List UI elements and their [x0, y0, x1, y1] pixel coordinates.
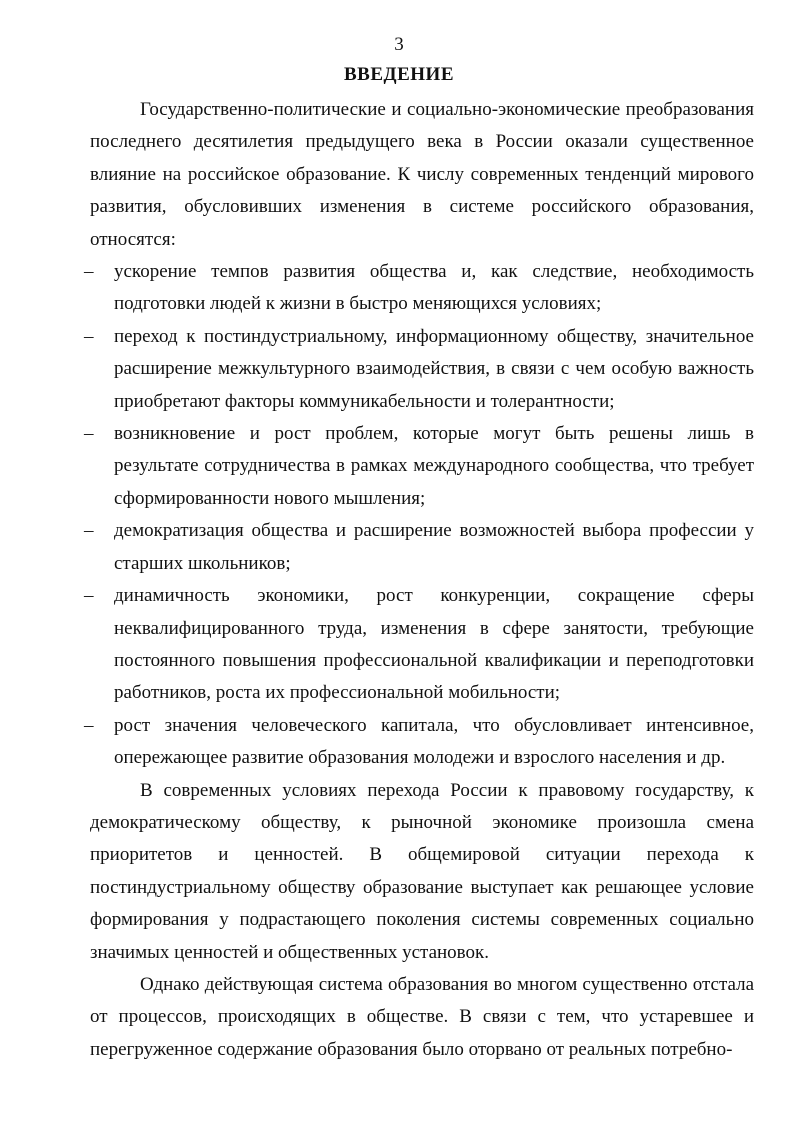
- list-dash-marker: –: [84, 714, 94, 736]
- list-item-text: возникновение и рост проблем, которые могут быть решены лишь в результате сотрудничества в рамках международного сообщества, что требует сформированности нового мышления;: [114, 423, 754, 509]
- list-item-text: динамичность экономики, рост конкуренции, сокращение сферы неквалифицированного труда, изменения в сфере занятости, требующие постоянного повышения профессиональной квалификации и переподготовки работников, роста их профессиональной мобильности;: [114, 585, 754, 704]
- page-number: 3: [394, 34, 404, 55]
- section-heading: ВВЕДЕНИЕ: [344, 64, 454, 85]
- list-item: [84, 321, 754, 418]
- list-dash-marker: –: [84, 585, 94, 607]
- intro-paragraph: Государственно-политические и социально-экономические преобразования последнего десятилетия предыдущего века в России оказали существенное влияние на российское образование. К числу современных тенденций мирового развития, обусловивших изменения в системе российского образования, относятся:: [90, 99, 754, 250]
- body-text: [84, 94, 754, 1066]
- list-item: [84, 710, 754, 775]
- list-item-text: демократизация общества и расширение возможностей выбора профессии у старших школьников;: [114, 520, 754, 574]
- list-item: [84, 256, 754, 321]
- list-item-text: переход к постиндустриальному, информационному обществу, значительное расширение межкультурного взаимодействия, в связи с чем особую важность приобретают факторы коммуникабельности и толерантности;: [114, 325, 754, 412]
- list-dash-marker: –: [84, 261, 94, 283]
- paragraph-3: Однако действующая система образования во многом существенно отстала от процессов, происходящих в обществе. В связи с тем, что устаревшее и перегруженное содержание образования было оторвано от реальных потребно-: [90, 973, 754, 1060]
- list-dash-marker: –: [84, 423, 94, 445]
- trends-list: [84, 256, 754, 775]
- list-item: [84, 418, 754, 515]
- list-dash-marker: –: [84, 520, 94, 542]
- list-item: [84, 580, 754, 710]
- list-item-text: ускорение темпов развития общества и, как следствие, необходимость подготовки людей к жизни в быстро меняющихся условиях;: [114, 261, 754, 315]
- paragraph-2: В современных условиях перехода России к правовому государству, к демократическому обществу, к рыночной экономике произошла смена приоритетов и ценностей. В общемировой ситуации перехода к постиндустриальному обществу образование выступает как решающее условие формирования у подрастающего поколения системы современных социально значимых ценностей и общественных установок.: [90, 779, 754, 963]
- list-item: [84, 515, 754, 580]
- list-item-text: рост значения человеческого капитала, что обусловливает интенсивное, опережающее развитие образования молодежи и взрослого населения и др.: [114, 714, 754, 769]
- list-dash-marker: –: [84, 325, 94, 347]
